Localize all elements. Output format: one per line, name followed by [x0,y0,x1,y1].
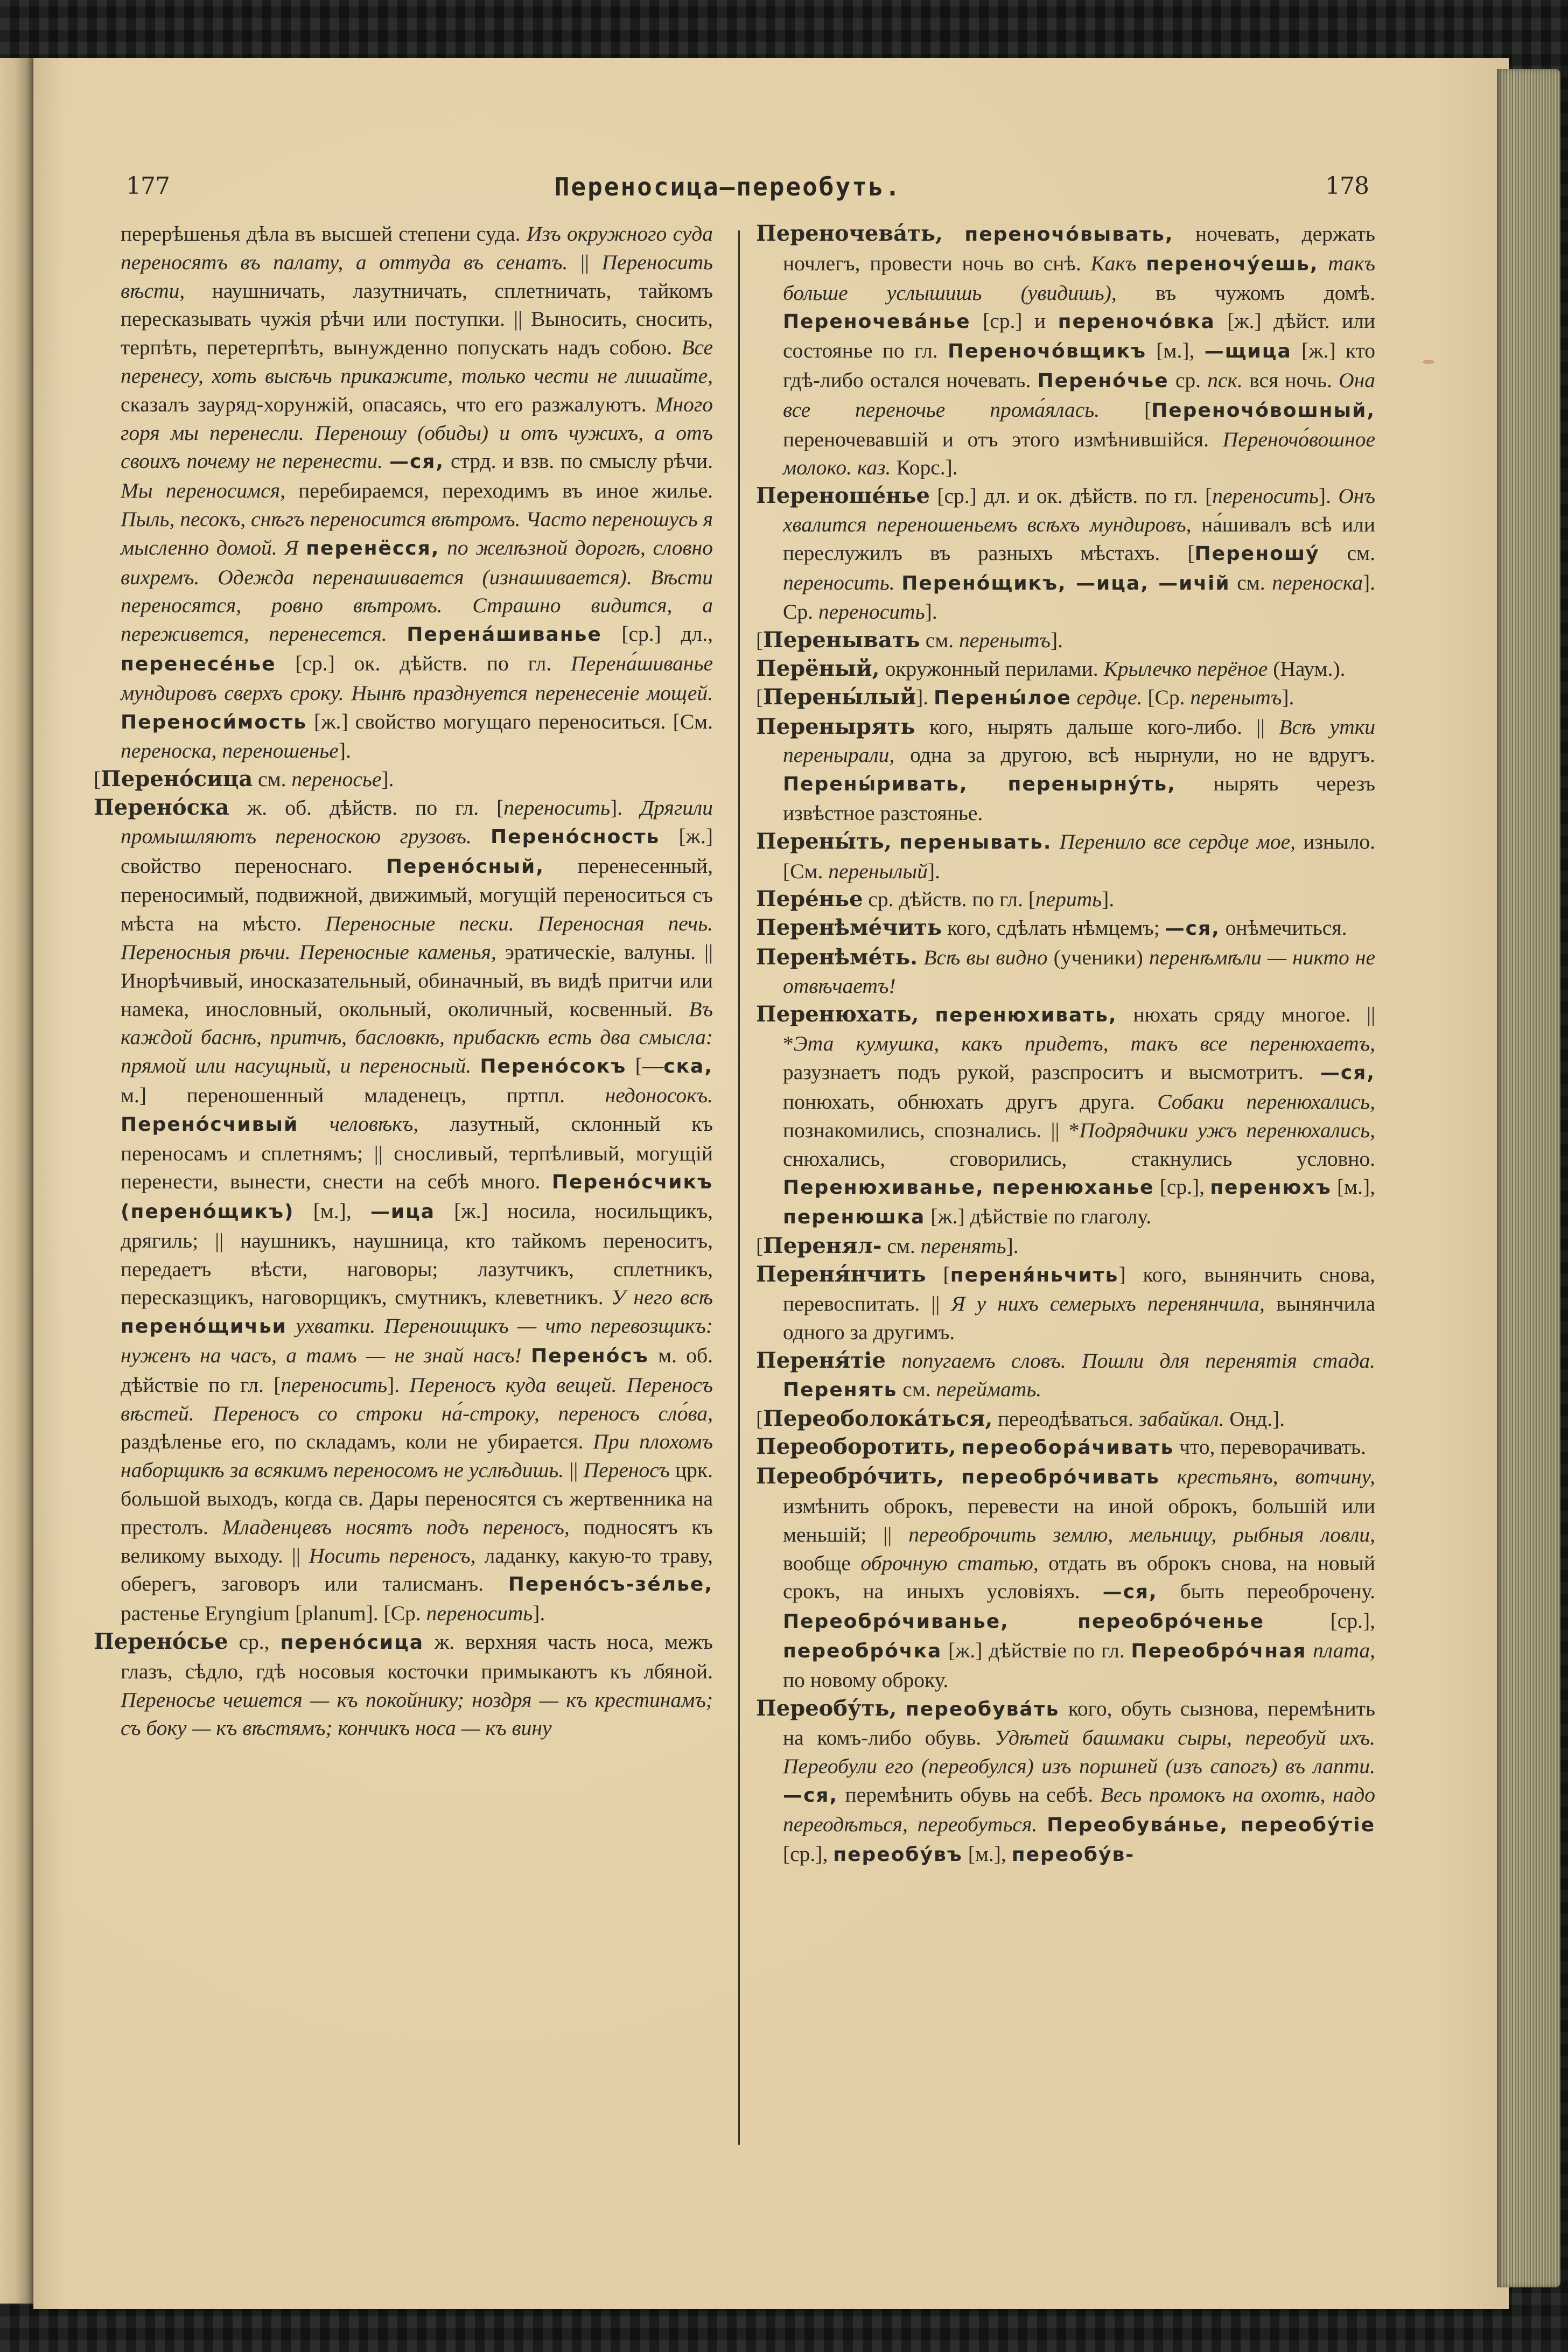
entry-bold-term: переночо́вка [1058,311,1215,333]
entry-text: ночевать, держать ночлегъ, провести ночь во снѣ. [783,222,1376,275]
entry-text: перебираемся, переходимъ въ иное жилье. [285,479,713,503]
entry-text: ]. [925,600,937,624]
entry-text: см. [1319,541,1375,565]
right-column [756,220,1375,1869]
open-book [0,58,1562,2304]
dictionary-entry [756,713,1375,828]
dictionary-entry [756,482,1375,626]
entry-example: Всѣ вы видно [923,945,1048,969]
entry-bold-term: —ся, [1320,1062,1375,1084]
entry-text: ]. [1102,887,1115,912]
dictionary-entry [756,1462,1375,1694]
entry-text: снюхались, сговорились, стакнулись условно. [783,1146,1375,1171]
entry-bold-term: Переноси́мость [121,711,307,733]
entry-headword: Перены́лый [763,684,916,710]
entry-text: [ [756,628,764,653]
entry-text: [ср.] ок. дѣйств. по гл. [276,651,571,675]
entry-example: сердце. [1076,685,1143,709]
entry-text: [ж.] свойство переноснаго. [121,824,713,878]
entry-bold-term: Перенять [783,1378,898,1401]
entry-text: [ср.] дл., [601,622,713,646]
entry-bold-term: ска, [663,1055,713,1078]
entry-text: ж. верхняя часть носа, межъ глазъ, сѣдло, гдѣ носовыя косточки примыкаютъ къ лбяной. [121,1630,713,1683]
entry-text: ]. [387,1373,410,1397]
entry-bold-term: переобро́чивать [961,1466,1160,1489]
entry-bold-term: переобу́въ [833,1843,963,1866]
dictionary-entry [756,1232,1375,1261]
entry-text: отдать въ оброкъ снова, на новый срокъ, на иныхъ условіяхъ. [783,1551,1375,1604]
entry-text [944,1465,961,1488]
entry-text: растенье Eryngium [planum]. [Ср. [121,1601,426,1626]
entry-bold-term: Перены́ривать, перенырну́ть, [783,773,1176,796]
entry-example: переноска, переношенье [121,739,339,763]
entry-example: Какъ [1090,251,1137,275]
entry-example: ухватки. Переноищикъ — что перевозщикъ: нуженъ на часъ, а тамъ — не знай насъ! [121,1314,713,1368]
entry-bold-term: переночу́ешь, [1146,253,1319,275]
entry-text [943,222,964,246]
entry-example: При плохомъ наборщикѣ за всякимъ переносомъ не услѣдишь. [121,1430,713,1482]
entry-text: перерѣшенья дѣла въ высшей степени суда. [121,222,527,246]
entry-headword: Перенѣме́ть. [756,944,918,970]
dictionary-entry [756,1695,1375,1870]
entry-headword: Переобро́чить, [756,1464,944,1489]
entry-text [1037,1812,1047,1836]
entry-example: Перена́шиванье мундировъ сверхъ сроку. Нынѣ празднуется перенесеніе мощей. [121,651,713,705]
entry-text: изныло. [См. [783,829,1376,883]
entry-example: Весь промокъ на охотѣ, надо переодѣться, переобуться. [783,1783,1376,1836]
entry-bold-term: переночо́вывать, [964,223,1174,246]
entry-example: Крылечко перёное [1103,656,1268,681]
entry-example: перенять [920,1234,1006,1258]
entry-text: окружонный перилами. [879,656,1104,681]
entry-text: [м.], [962,1842,1012,1866]
entry-text: см. [1230,570,1272,594]
page-title: Переносица—переобуть. [554,172,902,201]
entry-example: пск. [1207,368,1243,392]
entry-text [886,1349,901,1373]
entry-bold-term: Переночева́нье [783,311,971,333]
entry-example: Онъ хвалится переношеньемъ всѣхъ мундировъ, [783,484,1375,536]
entry-text: [ж.] носила, носильщикъ, дрягиль; || наушникъ, наушница, кто тайкомъ переноситъ, передаетъ вѣсти, наговоры; лазутчикъ, сплетникъ, пересказщикъ, наговорщикъ, смутникъ, клеветникъ. [121,1199,713,1310]
entry-bold-term: Перено́сный, [386,855,544,878]
entry-bold-term: Перено́счикъ (перено́щикъ) [121,1171,713,1223]
entry-example: перенытъ [958,628,1051,653]
entry-example: Переносъ куда вещей. Переносъ вѣстей. Переносъ со строки на́-строку, переносъ сло́ва, [121,1373,713,1425]
entry-text: см. [253,767,292,792]
entry-bold-term: Переночо́вщикъ [947,340,1147,363]
entry-example: Пыль, песокъ, снѣгъ переносится вѣтромъ. Часто переношусь я мысленно домой. Я [121,507,713,559]
entry-bold-term: перенёсся, [306,537,440,559]
entry-bold-term: Перено́счивый [121,1113,299,1136]
entry-text: понюхать, обнюхать другъ друга. [783,1089,1158,1114]
entry-text: ]. [610,795,641,820]
dictionary-entry [756,1347,1375,1405]
entry-text: [— [626,1054,664,1078]
dictionary-entry [94,794,713,1628]
entry-text: [ср.], [783,1842,834,1866]
entry-text: [ж.] дѣйствіе по гл. [942,1639,1131,1663]
entry-text: нырять черезъ извѣстное разстоянье. [783,772,1375,825]
entry-text: ]. [1050,628,1063,653]
entry-bold-term: Перены́лое [934,687,1072,709]
entry-text: [ [756,1234,764,1258]
entry-text: см. [881,1234,921,1258]
entry-bold-term: Перено́съ [531,1345,649,1368]
entry-text: нюхать сряду многое. || * [783,1002,1375,1056]
paper-stain [1423,360,1434,364]
entry-text [1319,251,1328,275]
entry-example: крестьянъ, вотчину, [1177,1465,1375,1489]
entry-text [918,946,923,969]
entry-example: Много горя мы перенесли. Переношу (обиды) и отъ чужихъ, а отъ своихъ почему не перенести. [121,392,713,473]
entry-headword: Переоборотить, [756,1434,956,1460]
entry-example: Младенцевъ носятъ подъ переносъ, [222,1515,570,1539]
entry-text [1136,251,1146,275]
entry-bold-term: —ица [370,1201,436,1223]
entry-bold-term: Переношу́ [1194,542,1320,565]
entry-text: перемѣнить обувь на себѣ. [838,1783,1101,1807]
entry-example: перить [1035,887,1102,912]
entry-text: измѣнить оброкъ, перевести на иной оброкъ, большій или меньшій; || [783,1494,1375,1546]
entry-example: переоброчить землю, мельницу, рыбныя ловли, [908,1522,1376,1546]
entry-text [383,449,389,473]
entry-headword: Перёный, [756,655,880,681]
entry-example: переносить [503,795,610,820]
entry-text: см. [897,1377,936,1401]
entry-example: забайкал. [1138,1406,1224,1431]
dictionary-entry [756,1405,1375,1433]
entry-text: вынянчила одного за другимъ. [783,1292,1375,1345]
entry-text: м. об. дѣйствіе по гл. [ [121,1343,713,1397]
entry-example: Мы переносимся, [121,479,285,503]
column-divider [738,230,740,2145]
entry-bold-term: —ся, [1165,918,1220,940]
entry-text: [м.], [1331,1175,1376,1199]
entry-text: ] кого, вынянчить снова, перевоспитать. || [783,1262,1375,1316]
entry-text: лазутный, склонный къ переносамъ и сплетнямъ; || сносливый, терпѣливый, могущій перенести, вынести, снести на себѣ много. [121,1111,713,1194]
entry-text: || [564,1458,584,1482]
entry-bold-term: Перена́шиванье [407,624,602,646]
entry-example: Подрядчики ужъ перенюхались, [1079,1118,1375,1142]
entry-example: Переносъ [583,1458,670,1482]
entry-bold-term: перенюшка [783,1206,926,1229]
entry-headword: Перенывать [763,627,920,653]
entry-example: Удѣтей башмаки сыры, переобуй ихъ. Переобули его (переобулся) изъ поршней (изъ сапогъ) въ лапти. [783,1726,1375,1779]
entry-text [897,1697,905,1720]
entry-text: [ср.] дл. и ок. дѣйств. по гл. [ [929,484,1213,508]
entry-bold-term: Перено́чье [1037,369,1169,392]
entry-text: ]. [381,767,394,792]
entry-text: эратическіе, валуны. || Инорѣчивый, иносказательный, обиначный, въ видѣ притчи или намека, инословный, окольный, околичный, косвенный. [121,940,713,1021]
entry-example: попугаемъ словъ. Пошли для перенятія стада. [901,1349,1376,1373]
entry-bold-term: перено́щичьи [121,1315,287,1338]
entry-bold-term: переобува́ть [905,1698,1060,1720]
entry-text: [ [94,767,101,792]
entry-text: онѣмечиться. [1220,916,1347,940]
entry-bold-term: Переобро́чная [1131,1640,1307,1663]
left-column [94,220,713,1742]
entry-text [287,1314,296,1338]
entry-example: переносить [426,1601,533,1626]
entry-text: [ [756,1406,764,1431]
entry-bold-term: переня́ньчить [950,1264,1119,1286]
entry-text: вообще [783,1551,861,1575]
dictionary-entry [756,914,1375,943]
entry-text [895,571,902,594]
entry-text: [ср.], [1154,1175,1210,1199]
dictionary-entry [94,765,713,794]
entry-bold-term: —ся, [1102,1581,1158,1604]
entry-text: ладанку, какую-то траву, оберегъ, заговоръ или талисманъ. [121,1543,713,1596]
entry-headword: Перенырять [756,713,915,739]
page-number-left: 177 [126,172,170,200]
entry-text [1307,1639,1313,1662]
entry-text: [ж.] свойство могущаго переноситься. [См. [307,709,713,733]
entry-example: человѣкъ, [329,1111,419,1136]
entry-bold-term: перенывать. [899,831,1052,853]
entry-text: по новому оброку. [783,1668,949,1692]
entry-example: переймать. [936,1377,1042,1401]
entry-text: раздѣленье его, по складамъ, коли не убирается. [121,1430,593,1454]
dictionary-entry [756,943,1375,1000]
entry-text: (ученики) [1047,945,1149,969]
entry-text: ]. [338,739,351,763]
entry-text: вся ночь. [1242,368,1339,392]
entry-example: Дрягили промышляютъ переноскою грузовъ. [121,795,713,848]
entry-example: по желѣзной дорогѣ, словно вихремъ. Одежда перенашивается (изнашивается). Вѣсти переносятся, ровно вѣтромъ. Страшно видится, а переживется, перенесется. [121,535,713,646]
entry-text: кого, обуть сызнова, перемѣнить на комъ-либо обувь. [783,1696,1376,1750]
entry-example: Эта кумушка, какъ придетъ, такъ все перенюхаетъ, [793,1032,1375,1056]
entry-example: переноска [1272,570,1363,594]
dictionary-page-spread [33,58,1509,2309]
entry-text [1160,1465,1177,1488]
entry-example: Изъ окружного суда переносятъ въ палату, а оттуда въ сенатъ. [121,222,713,274]
entry-bold-term: переобу́в- [1011,1843,1135,1866]
entry-headword: Пере́нье [756,886,863,912]
entry-example: Переносье чешется — къ покойнику; ноздря — къ крестинамъ; съ боку — къ вѣстямъ; кончикъ носа — къ вину [121,1688,713,1740]
dictionary-entry [756,626,1375,655]
entry-bold-term: перено́сица [280,1632,424,1654]
entry-text: ]. [533,1601,545,1626]
entry-headword: Переня́нчить [756,1261,926,1287]
entry-text: переодѣваться. [992,1406,1139,1431]
dictionary-entry [756,1433,1375,1462]
entry-text [522,1343,531,1367]
entry-text: [ж.] дѣйст. или состоянье по гл. [783,309,1375,363]
entry-text: подносятъ къ великому выходу. || [121,1515,713,1567]
entry-text: ]. [1318,484,1339,508]
entry-headword: Переоболока́ться, [763,1405,993,1431]
entry-text [298,1112,330,1136]
dictionary-entry [94,1628,713,1742]
entry-headword: Перенѣме́чить [756,915,942,941]
dictionary-entry [756,1000,1375,1232]
entry-example: недоносокъ. [605,1083,713,1107]
entry-bold-term: Переобува́нье, переобу́тіе [1047,1814,1375,1836]
entry-example: переносье [291,767,382,792]
entry-text: ср. дѣйств. по гл. [ [863,887,1035,912]
dictionary-entry [756,220,1375,482]
entry-text [439,536,447,559]
entry-bold-term: —ся, [389,451,445,473]
entry-text: ]. [916,685,934,709]
entry-text [471,1054,480,1077]
entry-headword: Перено́ска [94,794,229,820]
entry-text: || [568,250,602,274]
entry-text: кого, сдѣлать нѣмцемъ; [942,916,1165,940]
entry-example: такъ больше услышишь (увидишь), [783,251,1376,305]
entry-text: црк. большой выходъ, когда св. Дары переносятся съ жертвенника на престолъ. [121,1458,713,1539]
entry-text: [ср.], [1264,1609,1375,1633]
entry-text: разузнаетъ подъ рукой, разспроситъ и высмотритъ. [783,1060,1320,1084]
entry-text: [м.], [294,1199,370,1223]
entry-example: плата, [1313,1639,1376,1663]
text-columns [94,220,1381,2158]
entry-text: [ [756,685,764,709]
entry-text: Онд.]. [1224,1406,1285,1431]
entry-text: ]. Ср. [783,570,1376,624]
entry-text: наушничать, лазутничать, сплетничать, тайкомъ пересказывать чужія рѣчи или поступки. || Выносить, сносить, терпѣть, перетерпѣть, вынужденно попускать надъ собою. [121,278,713,360]
entry-headword: Переня́тіе [756,1348,886,1374]
dictionary-entry [756,655,1375,683]
entry-text [472,824,491,848]
entry-example: Я у нихъ семерыхъ перенянчила, [951,1292,1265,1316]
entry-example: Собаки перенюхались, [1157,1089,1376,1114]
entry-bold-term: Перено́сность [491,825,660,848]
dictionary-entry [756,683,1375,713]
entry-text [956,1435,962,1459]
entry-text: познакомились, спознались. || * [783,1118,1080,1142]
entry-text: перенесенный, переносимый, подвижной, движимый, могущій переноситься съ мѣста на мѣсто. [121,853,713,936]
entry-text: ]. [927,859,940,883]
entry-example: Всѣ утки перенырали, [783,715,1375,767]
dictionary-entry [756,828,1375,886]
entry-bold-term: Перено́щикъ, —ица, —ичій [901,572,1230,594]
entry-text: (Наум.). [1268,656,1346,681]
entry-text: ср., [228,1630,281,1654]
entry-bold-term: —ся, [783,1784,838,1807]
entry-example: Все перенесу, хоть высѣчь прикажите, только чести не лишайте, [121,335,713,388]
entry-text [919,1003,935,1026]
entry-example: переносить [1212,484,1319,508]
entry-headword: Перено́сица [101,766,253,792]
entry-text: ср. [1168,368,1208,392]
entry-text: переночевавшій и отъ этого измѣнившійся. [783,427,1223,451]
entry-text [892,830,899,853]
entry-text: что, переворачивать. [1174,1435,1366,1459]
entry-example: переносить. [783,570,895,594]
entry-example: перенѣмѣли — никто не отвѣчаетъ! [783,945,1375,998]
dictionary-entry [94,220,713,765]
entry-text [1052,830,1059,853]
entry-bold-term: переобора́чивать [961,1437,1174,1459]
entry-text [298,536,306,559]
entry-example: Перенило все сердце мое, [1059,829,1296,853]
entry-bold-term: —щица [1204,340,1292,363]
entry-text: сказалъ зауряд-хорунжій, опасаясь, что его разжалуютъ. [121,392,655,416]
entry-example: оброчную статью, [860,1551,1039,1575]
entry-bold-term: Перено́сокъ [480,1055,627,1078]
entry-example: Переносные пески. Переносная печь. Переносныя рѣчи. Переносные каменья, [121,912,713,964]
entry-example: переносить [818,600,925,624]
entry-headword: Переночева́ть, [756,221,943,246]
entry-bold-term: перенесе́нье [121,653,276,675]
previous-page-edge [0,58,38,2304]
entry-text: кого, нырять дальше кого-либо. || [915,715,1279,739]
dictionary-entry [756,885,1375,914]
entry-headword: Переобу́ть, [756,1695,897,1721]
entry-text: [Ср. [1142,685,1191,709]
entry-text: ж. об. дѣйств. по гл. [ [229,795,504,820]
entry-text: Корс.]. [891,456,958,480]
entry-text: [ж.] дѣйствіе по глаголу. [925,1205,1152,1229]
entry-text: [ж.] кто гдѣ-либо остался ночевать. [783,339,1375,392]
page-number-right: 178 [1325,172,1369,200]
entry-text: одна за другою, всѣ нырнули, но не вдругъ. [894,743,1375,767]
entry-example: Она все переночье прома́ялась. [783,368,1375,422]
entry-headword: Перены́ть, [756,828,892,854]
entry-text: [ [926,1262,950,1286]
entry-headword: Перено́сье [94,1629,228,1655]
book-page-edges [1497,69,1560,2287]
entry-example: перенылый [828,859,928,883]
entry-example: переносить [281,1373,388,1397]
entry-text: [ [1100,397,1152,422]
entry-text: [ср.] и [970,309,1058,333]
entry-text: см. [920,628,959,653]
entry-headword: Переноше́нье [756,483,930,509]
entry-example: Переносить вѣсти, [121,250,713,303]
entry-bold-term: Переобро́чиванье, переобро́ченье [783,1611,1265,1633]
entry-bold-term: перенюхъ [1210,1177,1332,1199]
entry-text: [м.], [1146,339,1205,363]
entry-text: въ чужомъ домѣ. [1116,281,1376,305]
entry-headword: Перенял- [763,1233,882,1258]
entry-text: м.] переношенный младенецъ, пртпл. [121,1083,605,1107]
entry-bold-term: Переночо́вошный, [1151,399,1375,422]
entry-example: Переночо́вошное молоко. каз. [783,427,1375,480]
entry-bold-term: перенюхивать, [935,1004,1117,1026]
entry-text: стрд. и взв. по смыслу рѣчи. [444,449,713,473]
entry-text: ]. [1006,1234,1019,1258]
dictionary-entry [756,1261,1375,1347]
entry-bold-term: Перенюхиванье, перенюханье [783,1177,1154,1199]
entry-example: Носить переносъ, [309,1543,476,1567]
entry-example: Въ каждой баснѣ, притчѣ, басловкѣ, прибаскѣ есть два смысла: прямой или насущный, и переносный. [121,997,713,1078]
entry-bold-term: Перено́съ-зе́лье, [508,1573,713,1596]
entry-text [1072,685,1077,709]
entry-text: ]. [1282,685,1294,709]
entry-bold-term: переобро́чка [783,1640,942,1663]
entry-example: перенытъ [1190,685,1282,709]
running-head [98,172,1369,210]
entry-example: У него всѣ [611,1285,713,1310]
entry-text: на́шивалъ всѣ или переслужилъ въ разныхъ мѣстахъ. [ [783,512,1375,565]
entry-text: быть переоброчену. [1157,1579,1375,1604]
entry-headword: Перенюхать, [756,1001,919,1027]
entry-text [387,622,407,646]
